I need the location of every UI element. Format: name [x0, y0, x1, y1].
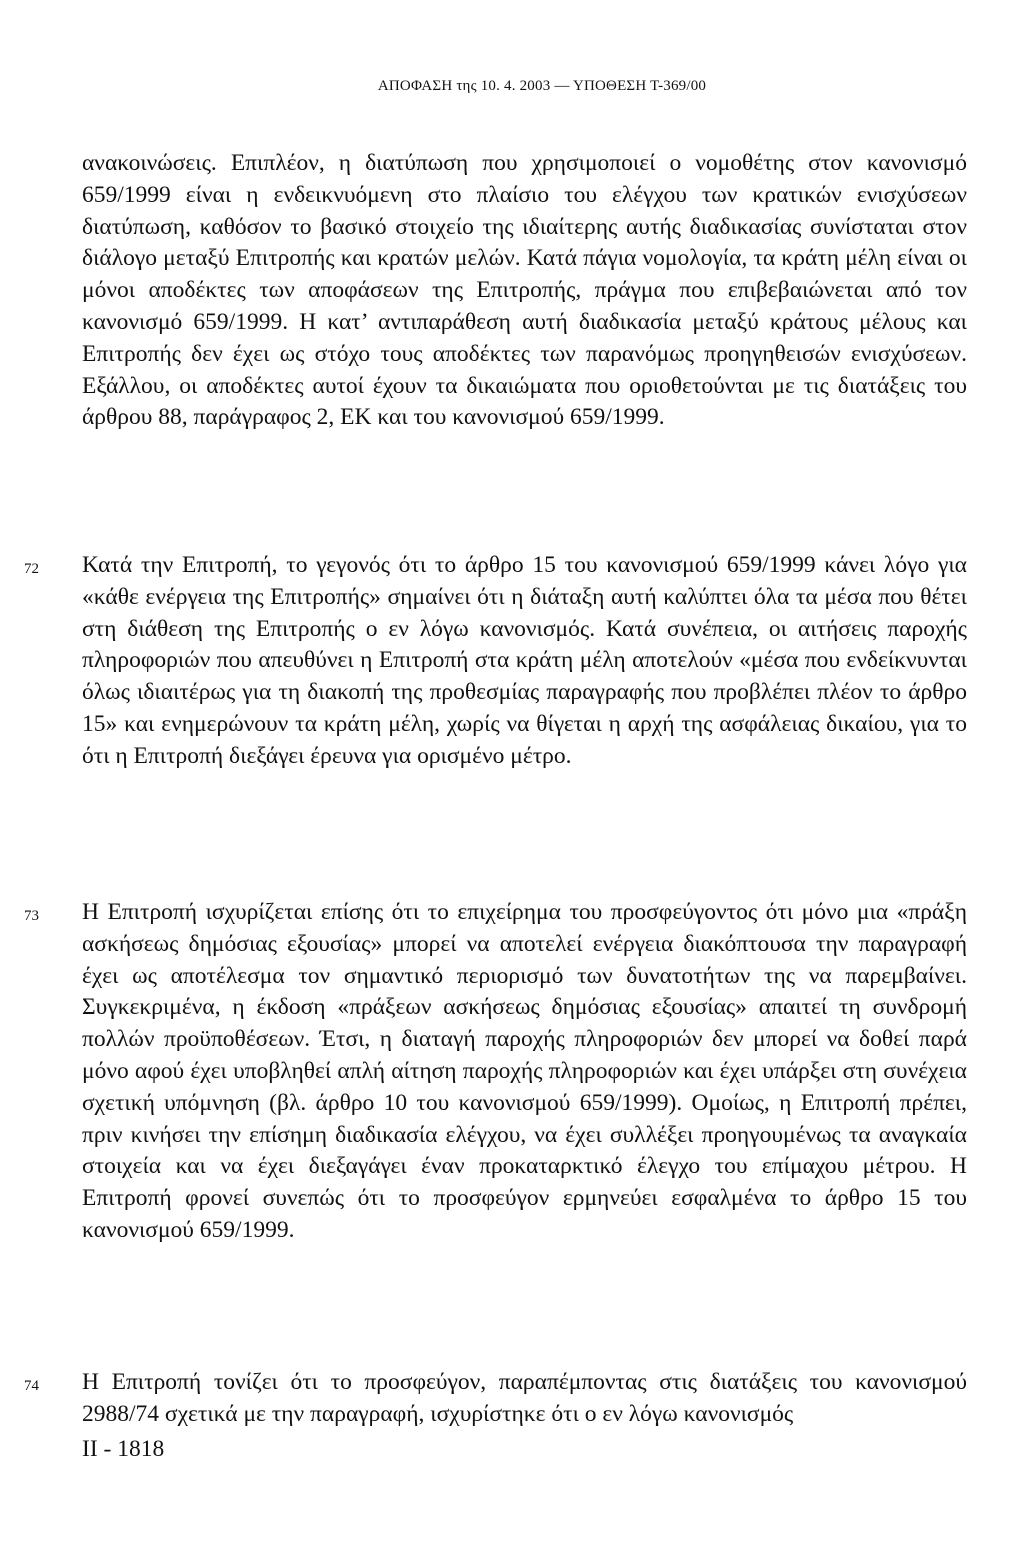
paragraph-continuation: ανακοινώσεις. Επιπλέον, η διατύπωση που χρησιμοποιεί ο νομοθέτης στον κανονισμό 659/1999 είναι η ενδεικνυόμενη στο πλαίσιο του ελέγχου των κρατικών ενισχύσεων διατύπωση, καθόσον το βασικό στοιχείο της ιδιαίτερης αυτής διαδικασίας συνίσταται στον διάλογο μεταξύ Επιτροπής και κρατών μελών. Κατά πάγια νομολογία, τα κράτη μέλη είναι οι μόνοι αποδέκτες των αποφάσεων της Επιτροπής, πράγμα που επιβεβαιώνεται από τον κανονισμό 659/1999. Η κατ’ αντιπαράθεση αυτή διαδικασία μεταξύ κράτους μέλους και Επιτροπής δεν έχει ως στόχο τους αποδέκτες των παρανόμως προηγηθεισών ενισχύσεων. Εξάλλου, οι αποδέκτες αυτοί έχουν τα δικαιώματα που οριοθετούνται με τις διατάξεις του άρθρου 88, παράγραφος 2, ΕΚ και του κανονισμού 659/1999.: [82, 150, 967, 431]
paragraph-number-72: 72: [24, 561, 39, 577]
paragraph-73: Η Επιτροπή ισχυρίζεται επίσης ότι το επιχείρημα του προσφεύγοντος ότι μόνο μια «πράξη ασκήσεως δημόσιας εξουσίας» μπορεί να αποτελεί ενέργεια διακόπτουσα την παραγραφή έχει ως αποτέλεσμα τον σημαντικό περιορισμό των δυνατοτήτων της να παρεμβαίνει. Συγκεκριμένα, η έκδοση «πράξεων ασκήσεως δημόσιας εξουσίας» απαιτεί τη συνδρομή πολλών προϋποθέσεων. Έτσι, η διαταγή παροχής πληροφοριών δεν μπορεί να δοθεί παρά μόνο αφού έχει υποβληθεί απλή αίτηση παροχής πληροφοριών και έχει υπάρξει στη συνέχεια σχετική υπόμνηση (βλ. άρθρο 10 του κανονισμού 659/1999). Ομοίως, η Επιτροπή πρέπει, πριν κινήσει την επίσημη διαδικασία ελέγχου, να έχει συλλέξει προηγουμένως τα αναγκαία στοιχεία και να έχει διεξαγάγει έναν προκαταρκτικό έλεγχο του επίμαχου μέτρου. Η Επιτροπή φρονεί συνεπώς ότι το προσφεύγον ερμηνεύει εσφαλμένα το άρθρο 15 του κανονισμού 659/1999.: [82, 899, 967, 1243]
running-header: ΑΠΟΦΑΣΗ της 10. 4. 2003 — ΥΠΟΘΕΣΗ Τ-369/00: [377, 78, 707, 94]
paragraph-74: Η Επιτροπή τονίζει ότι το προσφεύγον, παραπέμποντας στις διατάξεις του κανονισμού 2988/74 σχετικά με την παραγραφή, ισχυρίστηκε ότι ο εν λόγω κανονισμός: [82, 1369, 967, 1427]
page-number: II - 1818: [82, 1436, 165, 1462]
paragraph-72: Κατά την Επιτροπή, το γεγονός ότι το άρθρο 15 του κανονισμού 659/1999 κάνει λόγο για «κάθε ενέργεια της Επιτροπής» σημαίνει ότι η διάταξη αυτή καλύπτει όλα τα μέσα που θέτει στη διάθεση της Επιτροπής ο εν λόγω κανονισμός. Κατά συνέπεια, οι αιτήσεις παροχής πληροφοριών που απευθύνει η Επιτροπή στα κράτη μέλη αποτελούν «μέσα που ενδείκνυνται όλως ιδιαιτέρως για τη διακοπή της προθεσμίας παραγραφής που προβλέπει πλέον το άρθρο 15» και ενημερώνουν τα κράτη μέλη, χωρίς να θίγεται η αρχή της ασφάλειας δικαίου, για το ότι η Επιτροπή διεξάγει έρευνα για ορισμένο μέτρο.: [82, 552, 967, 769]
paragraph-number-74: 74: [24, 1378, 39, 1394]
paragraph-number-73: 73: [24, 908, 39, 924]
